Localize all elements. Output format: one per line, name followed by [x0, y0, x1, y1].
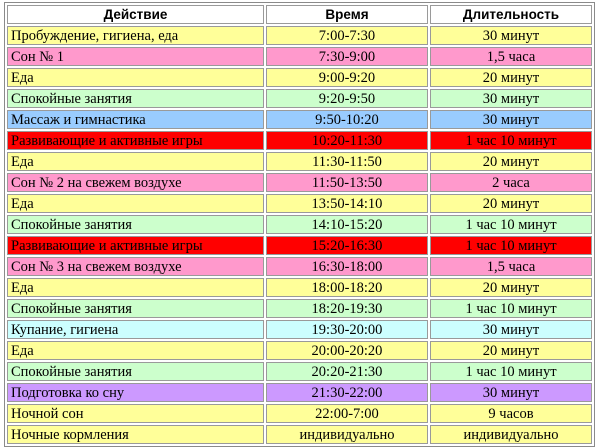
cell-action: Пробуждение, гигиена, еда — [7, 26, 264, 45]
cell-duration: 20 минут — [430, 194, 592, 213]
column-header-time: Время — [266, 5, 428, 24]
cell-time: 21:30-22:00 — [266, 383, 428, 402]
cell-action: Ночные кормления — [7, 425, 264, 444]
cell-time: 19:30-20:00 — [266, 320, 428, 339]
cell-duration: 30 минут — [430, 89, 592, 108]
cell-duration: 1 час 10 минут — [430, 299, 592, 318]
table-row — [7, 341, 592, 360]
cell-time: 18:00-18:20 — [266, 278, 428, 297]
schedule-table — [4, 2, 595, 447]
cell-action: Спокойные занятия — [7, 362, 264, 381]
table-row — [7, 173, 592, 192]
cell-time: 10:20-11:30 — [266, 131, 428, 150]
cell-time: 9:20-9:50 — [266, 89, 428, 108]
cell-action: Развивающие и активные игры — [7, 131, 264, 150]
header-row — [7, 5, 592, 24]
cell-action: Развивающие и активные игры — [7, 236, 264, 255]
table-row — [7, 362, 592, 381]
cell-action: Спокойные занятия — [7, 299, 264, 318]
cell-time: 7:00-7:30 — [266, 26, 428, 45]
cell-duration: 1 час 10 минут — [430, 362, 592, 381]
cell-time: 18:20-19:30 — [266, 299, 428, 318]
table-row — [7, 68, 592, 87]
cell-time: 7:30-9:00 — [266, 47, 428, 66]
cell-action: Еда — [7, 68, 264, 87]
column-header-duration: Длительность — [430, 5, 592, 24]
table-row — [7, 194, 592, 213]
cell-duration: 30 минут — [430, 110, 592, 129]
table-row — [7, 278, 592, 297]
cell-time: 20:20-21:30 — [266, 362, 428, 381]
cell-time: 22:00-7:00 — [266, 404, 428, 423]
table-row — [7, 236, 592, 255]
cell-action: Еда — [7, 278, 264, 297]
cell-duration: индивидуально — [430, 425, 592, 444]
cell-action: Еда — [7, 194, 264, 213]
table-row — [7, 131, 592, 150]
table-row — [7, 383, 592, 402]
cell-action: Еда — [7, 341, 264, 360]
cell-duration: 20 минут — [430, 341, 592, 360]
cell-time: 13:50-14:10 — [266, 194, 428, 213]
table-row — [7, 152, 592, 171]
cell-action: Ночной сон — [7, 404, 264, 423]
table-row — [7, 26, 592, 45]
cell-time: 15:20-16:30 — [266, 236, 428, 255]
cell-duration: 1 час 10 минут — [430, 236, 592, 255]
cell-action: Подготовка ко сну — [7, 383, 264, 402]
cell-time: 9:50-10:20 — [266, 110, 428, 129]
cell-action: Сон № 2 на свежем воздухе — [7, 173, 264, 192]
table-row — [7, 425, 592, 444]
cell-duration: 30 минут — [430, 320, 592, 339]
table-body — [7, 26, 592, 444]
table-row — [7, 299, 592, 318]
cell-duration: 30 минут — [430, 383, 592, 402]
cell-time: 9:00-9:20 — [266, 68, 428, 87]
cell-action: Спокойные занятия — [7, 89, 264, 108]
table-row — [7, 320, 592, 339]
cell-action: Сон № 3 на свежем воздухе — [7, 257, 264, 276]
cell-duration: 1,5 часа — [430, 47, 592, 66]
table-header — [7, 5, 592, 24]
cell-time: 11:30-11:50 — [266, 152, 428, 171]
cell-duration: 1 час 10 минут — [430, 131, 592, 150]
table-row — [7, 404, 592, 423]
cell-duration: 20 минут — [430, 278, 592, 297]
table-row — [7, 89, 592, 108]
cell-time: 20:00-20:20 — [266, 341, 428, 360]
cell-time: 14:10-15:20 — [266, 215, 428, 234]
cell-duration: 30 минут — [430, 26, 592, 45]
table-row — [7, 215, 592, 234]
cell-duration: 20 минут — [430, 152, 592, 171]
cell-duration: 2 часа — [430, 173, 592, 192]
cell-action: Купание, гигиена — [7, 320, 264, 339]
cell-action: Сон № 1 — [7, 47, 264, 66]
column-header-action: Действие — [7, 5, 264, 24]
cell-duration: 1 час 10 минут — [430, 215, 592, 234]
cell-time: индивидуально — [266, 425, 428, 444]
cell-duration: 1,5 часа — [430, 257, 592, 276]
cell-action: Массаж и гимнастика — [7, 110, 264, 129]
cell-time: 11:50-13:50 — [266, 173, 428, 192]
cell-time: 16:30-18:00 — [266, 257, 428, 276]
schedule-container — [4, 2, 595, 443]
cell-duration: 20 минут — [430, 68, 592, 87]
table-row — [7, 47, 592, 66]
cell-duration: 9 часов — [430, 404, 592, 423]
table-row — [7, 110, 592, 129]
cell-action: Спокойные занятия — [7, 215, 264, 234]
table-row — [7, 257, 592, 276]
cell-action: Еда — [7, 152, 264, 171]
